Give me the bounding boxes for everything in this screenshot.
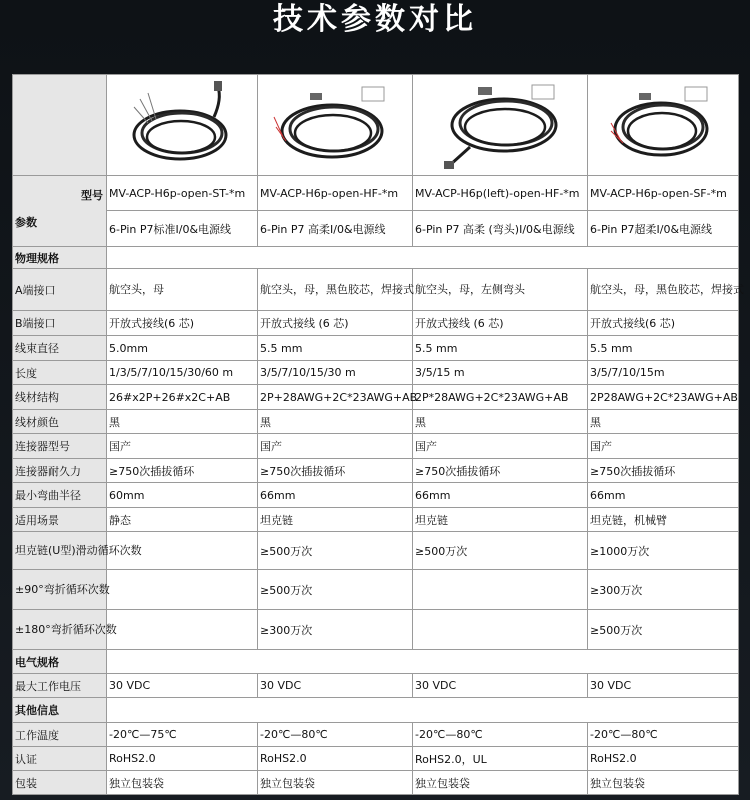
model-description: 6-Pin P7 高柔I/0&电源线 bbox=[258, 211, 413, 247]
cell: 航空头，母，黑色胶芯，焊接式 bbox=[588, 269, 739, 311]
page-title: 技术参数对比 bbox=[273, 2, 477, 37]
cell: 国产 bbox=[588, 434, 739, 459]
cell: 坦克链，机械臂 bbox=[588, 508, 739, 532]
row-label: 工作温度 bbox=[13, 723, 107, 747]
row-label: ±180°弯折循环次数 bbox=[13, 610, 107, 650]
cell: 航空头，母，黑色胶芯，焊接式 bbox=[258, 269, 413, 311]
row-label: 线材颜色 bbox=[13, 410, 107, 434]
cell: 国产 bbox=[107, 434, 258, 459]
cell: 60mm bbox=[107, 483, 258, 508]
cell: 30 VDC bbox=[588, 674, 739, 698]
cell: 30 VDC bbox=[258, 674, 413, 698]
cell: ≥300万次 bbox=[258, 610, 413, 650]
cell: 国产 bbox=[413, 434, 588, 459]
section-other bbox=[13, 698, 739, 723]
cell: 开放式接线(6 芯) bbox=[107, 311, 258, 336]
row-a-connector bbox=[13, 269, 739, 311]
description-row bbox=[13, 211, 739, 247]
cell: 5.5 mm bbox=[258, 336, 413, 361]
section-title: 物理规格 bbox=[13, 247, 107, 269]
row-temperature bbox=[13, 723, 739, 747]
product-image-3 bbox=[413, 75, 588, 176]
row-label: 适用场景 bbox=[13, 508, 107, 532]
row-label: 连接器耐久力 bbox=[13, 459, 107, 483]
row-b-connector bbox=[13, 311, 739, 336]
model-name: MV-ACP-H6p-open-ST-*m bbox=[107, 176, 258, 211]
model-description: 6-Pin P7标准I/0&电源线 bbox=[107, 211, 258, 247]
row-label: ±90°弯折循环次数 bbox=[13, 570, 107, 610]
section-electrical bbox=[13, 650, 739, 674]
product-image-2 bbox=[258, 75, 413, 176]
cell: 26#x2P+26#x2C+AB bbox=[107, 385, 258, 410]
cell: ≥500万次 bbox=[258, 532, 413, 570]
model-name: MV-ACP-H6p-open-SF-*m bbox=[588, 176, 739, 211]
cell: 黑 bbox=[413, 410, 588, 434]
cell: RoHS2.0，UL bbox=[413, 747, 588, 771]
row-scenario bbox=[13, 508, 739, 532]
row-label: A端接口 bbox=[13, 269, 107, 311]
cell: 黑 bbox=[107, 410, 258, 434]
cell: -20℃—80℃ bbox=[588, 723, 739, 747]
row-bend-radius bbox=[13, 483, 739, 508]
image-row-label bbox=[13, 75, 107, 176]
cell: 开放式接线 (6 芯) bbox=[258, 311, 413, 336]
cell: 30 VDC bbox=[107, 674, 258, 698]
cell: 5.5 mm bbox=[413, 336, 588, 361]
row-color bbox=[13, 410, 739, 434]
model-name: MV-ACP-H6p-open-HF-*m bbox=[258, 176, 413, 211]
cell: ≥500万次 bbox=[413, 532, 588, 570]
cell: ≥500万次 bbox=[258, 570, 413, 610]
row-bend-90 bbox=[13, 570, 739, 610]
row-label: 包装 bbox=[13, 771, 107, 795]
row-label: 线束直径 bbox=[13, 336, 107, 361]
cell: 独立包装袋 bbox=[413, 771, 588, 795]
param-header bbox=[13, 176, 107, 247]
row-certification bbox=[13, 747, 739, 771]
cell bbox=[107, 610, 258, 650]
section-title: 其他信息 bbox=[13, 698, 107, 723]
cell: 5.0mm bbox=[107, 336, 258, 361]
product-image-1 bbox=[107, 75, 258, 176]
cable-coil-icon bbox=[603, 77, 723, 173]
row-label: 长度 bbox=[13, 361, 107, 385]
cell: 坦克链 bbox=[258, 508, 413, 532]
cell: RoHS2.0 bbox=[258, 747, 413, 771]
cell: 2P28AWG+2C*23AWG+AB bbox=[588, 385, 739, 410]
row-label: 坦克链(U型)滑动循环次数 bbox=[13, 532, 107, 570]
cell: 66mm bbox=[413, 483, 588, 508]
row-label: 线材结构 bbox=[13, 385, 107, 410]
cell: 独立包装袋 bbox=[107, 771, 258, 795]
cell: 66mm bbox=[588, 483, 739, 508]
row-voltage bbox=[13, 674, 739, 698]
cable-coil-icon bbox=[122, 77, 242, 173]
row-label: 认证 bbox=[13, 747, 107, 771]
cell: 开放式接线(6 芯) bbox=[588, 311, 739, 336]
image-row bbox=[13, 75, 739, 176]
cell: ≥750次插拔循环 bbox=[107, 459, 258, 483]
cell: ≥500万次 bbox=[588, 610, 739, 650]
cell: 独立包装袋 bbox=[588, 771, 739, 795]
cell: RoHS2.0 bbox=[107, 747, 258, 771]
row-label: 最小弯曲半径 bbox=[13, 483, 107, 508]
row-structure bbox=[13, 385, 739, 410]
cell: 1/3/5/7/10/15/30/60 m bbox=[107, 361, 258, 385]
cell: 3/5/7/10/15m bbox=[588, 361, 739, 385]
cell: -20℃—80℃ bbox=[413, 723, 588, 747]
cell: ≥750次插拔循环 bbox=[258, 459, 413, 483]
cell: ≥300万次 bbox=[588, 570, 739, 610]
cable-coil-icon bbox=[270, 77, 400, 173]
spec-table bbox=[12, 74, 744, 795]
row-label: B端接口 bbox=[13, 311, 107, 336]
cell: 黑 bbox=[588, 410, 739, 434]
section-title: 电气规格 bbox=[13, 650, 107, 674]
cell: 开放式接线 (6 芯) bbox=[413, 311, 588, 336]
row-packaging bbox=[13, 771, 739, 795]
cell: 30 VDC bbox=[413, 674, 588, 698]
cell: 黑 bbox=[258, 410, 413, 434]
cell: 2P+28AWG+2C*23AWG+AB bbox=[258, 385, 413, 410]
cell: 独立包装袋 bbox=[258, 771, 413, 795]
row-label: 最大工作电压 bbox=[13, 674, 107, 698]
model-description: 6-Pin P7超柔I/0&电源线 bbox=[588, 211, 739, 247]
product-image-4 bbox=[588, 75, 739, 176]
param-label: 参数 bbox=[15, 216, 37, 229]
cell: ≥1000万次 bbox=[588, 532, 739, 570]
cell: 3/5/7/10/15/30 m bbox=[258, 361, 413, 385]
cable-coil-icon bbox=[430, 77, 570, 173]
row-label: 连接器型号 bbox=[13, 434, 107, 459]
cell: -20℃—75℃ bbox=[107, 723, 258, 747]
cell bbox=[107, 570, 258, 610]
cell: ≥750次插拔循环 bbox=[413, 459, 588, 483]
row-durability bbox=[13, 459, 739, 483]
cell: -20℃—80℃ bbox=[258, 723, 413, 747]
cell: 坦克链 bbox=[413, 508, 588, 532]
cell: 2P*28AWG+2C*23AWG+AB bbox=[413, 385, 588, 410]
row-tank-chain bbox=[13, 532, 739, 570]
row-bend-180 bbox=[13, 610, 739, 650]
model-name: MV-ACP-H6p(left)-open-HF-*m bbox=[413, 176, 588, 211]
cell: RoHS2.0 bbox=[588, 747, 739, 771]
cell: 国产 bbox=[258, 434, 413, 459]
cell: 5.5 mm bbox=[588, 336, 739, 361]
cell: 航空头，母 bbox=[107, 269, 258, 311]
section-physical bbox=[13, 247, 739, 269]
row-length bbox=[13, 361, 739, 385]
cell: 航空头，母，左侧弯头 bbox=[413, 269, 588, 311]
cell: 66mm bbox=[258, 483, 413, 508]
cell: 静态 bbox=[107, 508, 258, 532]
row-connector-model bbox=[13, 434, 739, 459]
cell: ≥750次插拔循环 bbox=[588, 459, 739, 483]
row-diameter bbox=[13, 336, 739, 361]
cell bbox=[413, 570, 588, 610]
model-description: 6-Pin P7 高柔 (弯头)I/0&电源线 bbox=[413, 211, 588, 247]
cell: 3/5/15 m bbox=[413, 361, 588, 385]
model-label: 型号 bbox=[81, 189, 103, 202]
cell bbox=[413, 610, 588, 650]
model-row bbox=[13, 176, 739, 211]
